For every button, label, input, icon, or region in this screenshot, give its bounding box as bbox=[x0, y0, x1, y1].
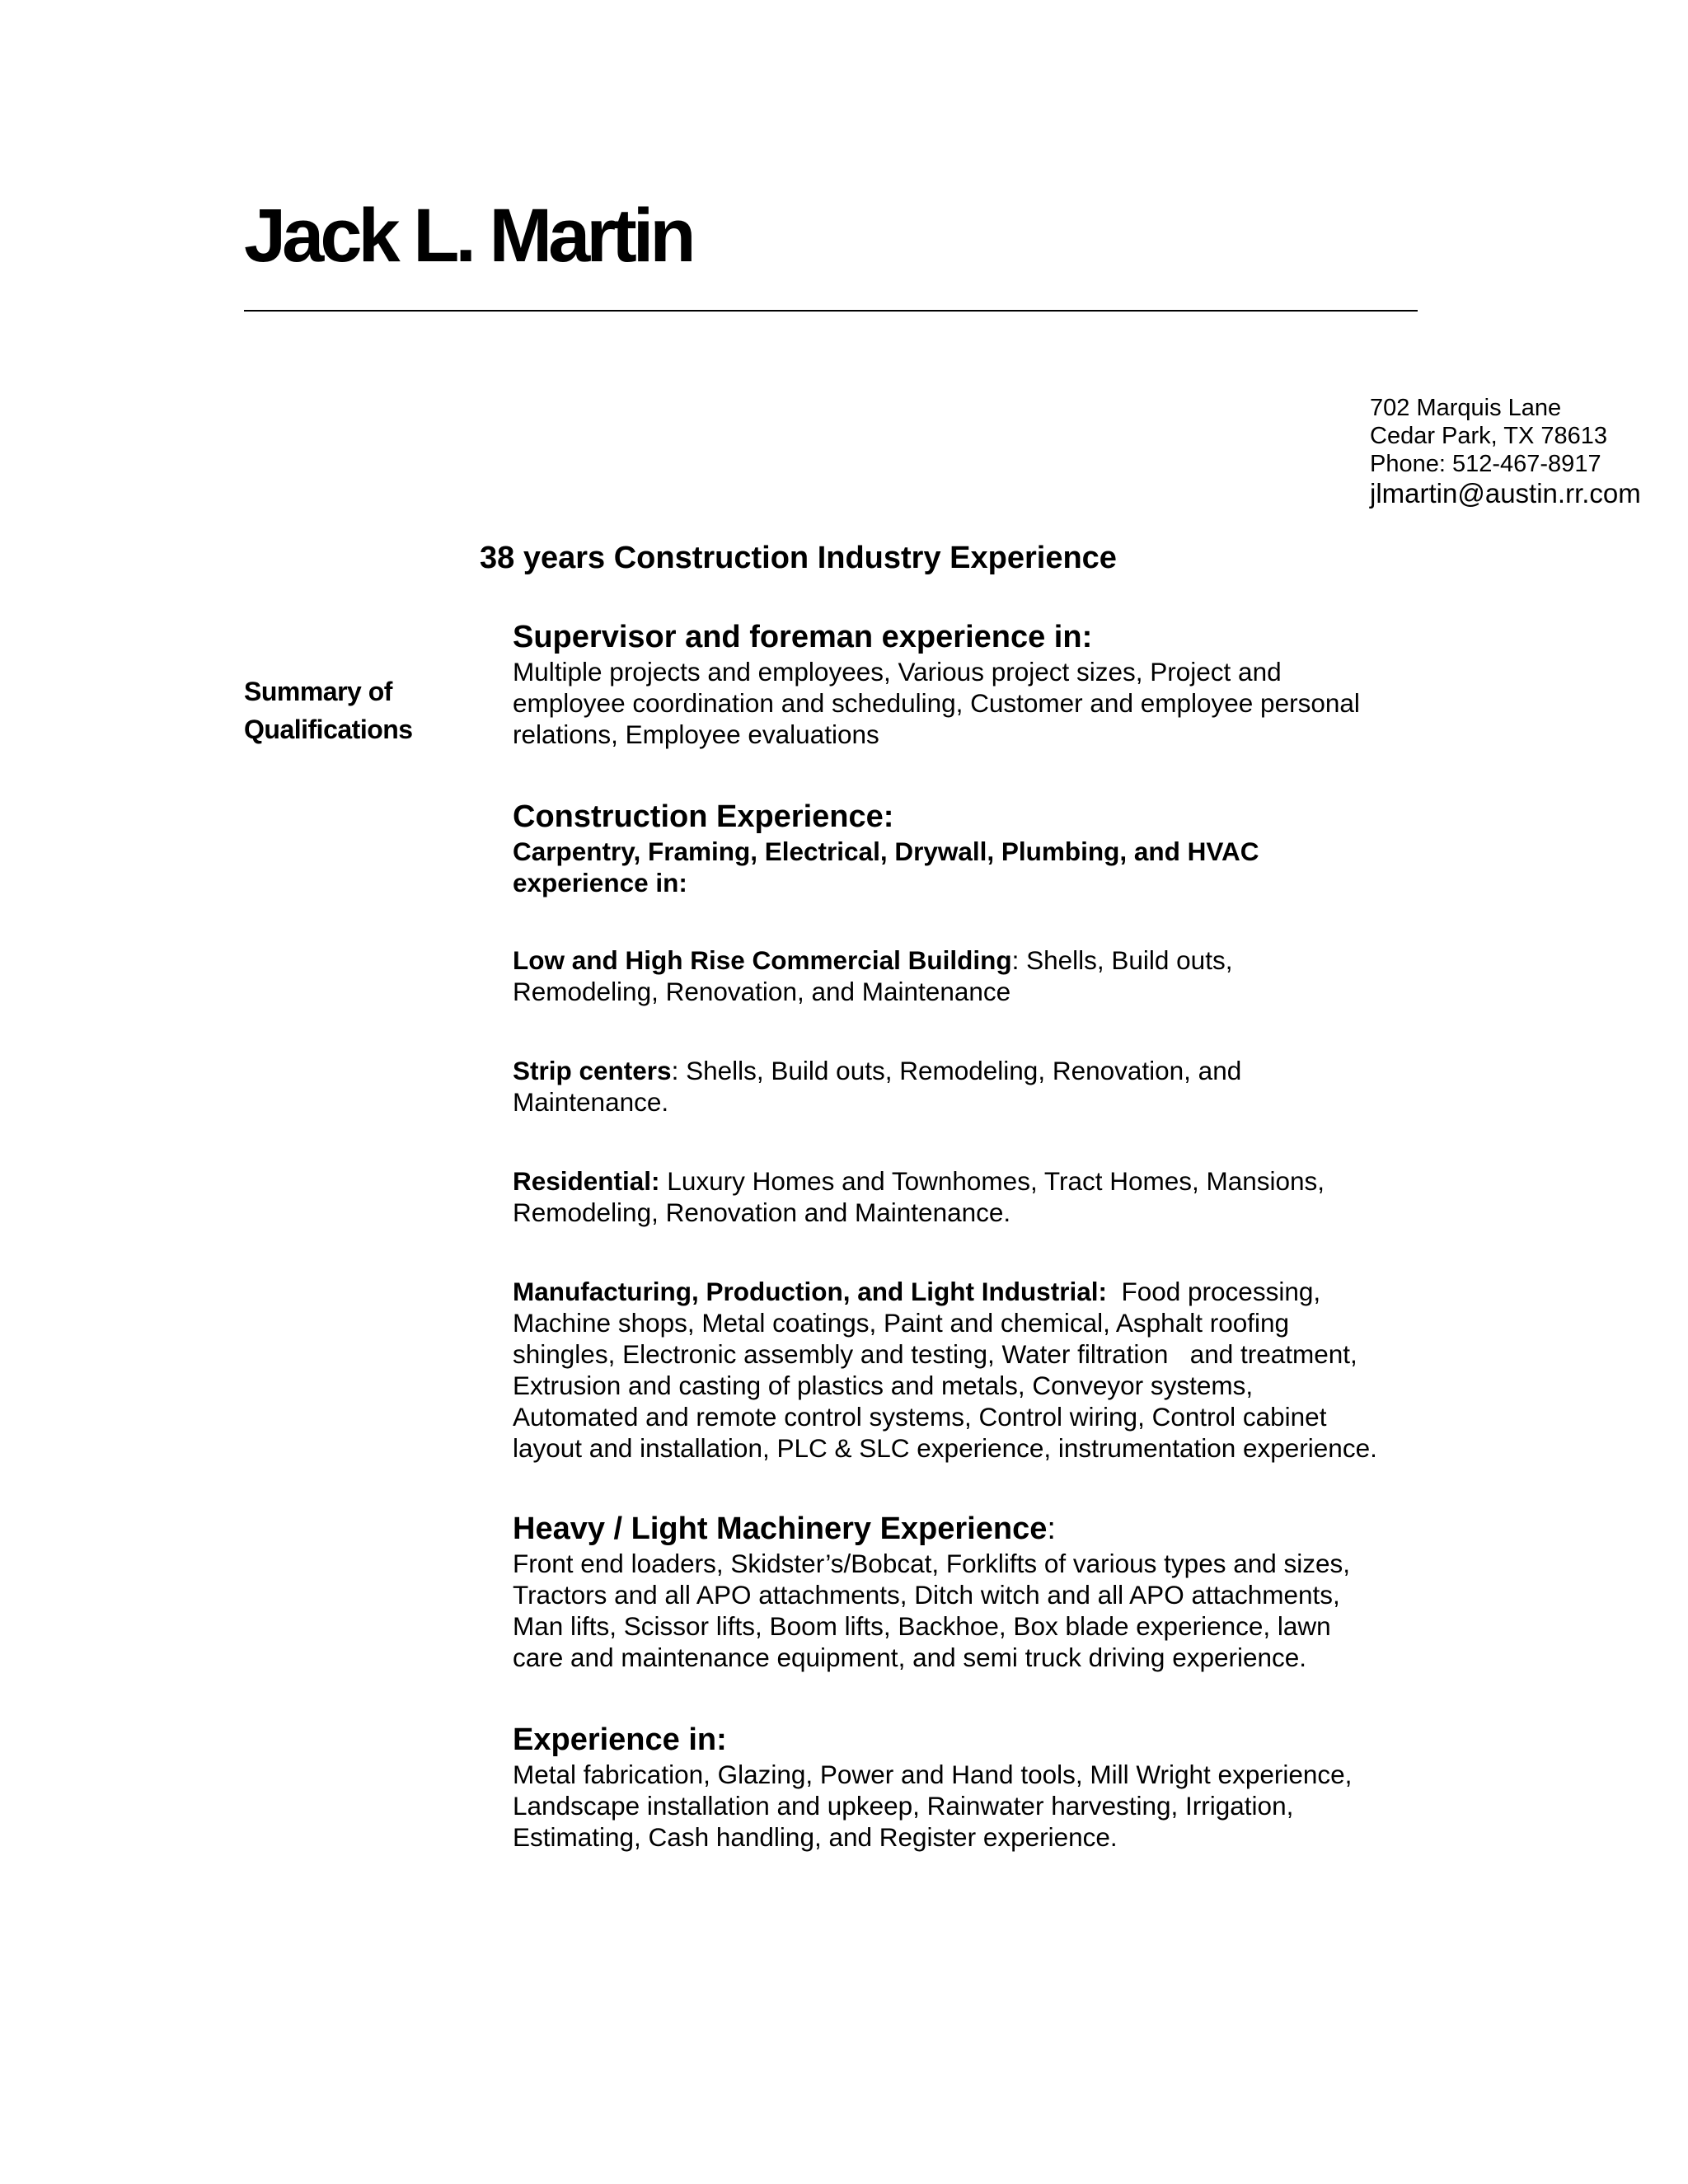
contact-email: jlmartin@austin.rr.com bbox=[1370, 478, 1641, 509]
qualifications-section bbox=[513, 618, 1378, 1853]
item-label: Residential: bbox=[513, 1166, 660, 1196]
side-label-line-2: Qualifications bbox=[244, 715, 413, 744]
item-label: Low and High Rise Commercial Building bbox=[513, 945, 1012, 975]
construction-item-manufacturing bbox=[513, 1276, 1378, 1464]
contact-phone: Phone: 512-467-8917 bbox=[1370, 451, 1601, 477]
summary-of-qualifications-label bbox=[244, 673, 413, 748]
machinery-heading bbox=[513, 1510, 1378, 1548]
item-text: : Shells, Build outs, Remodeling, Renovation, and Maintenance. bbox=[513, 1056, 1242, 1117]
item-label: Manufacturing, Production, and Light Industrial: bbox=[513, 1277, 1107, 1306]
other-experience-heading: Experience in: bbox=[513, 1722, 727, 1757]
item-text: Food processing, Machine shops, Metal coatings, Paint and chemical, Asphalt roofing shingles, Electronic assembly and testing, Water filtration and treatment, Extrusion and casting of plastics and metals, Conveyor systems, Automated and remote control systems, Control wiring, Control cabinet layout and installation, PLC & SLC experience, instrumentation experience. bbox=[513, 1277, 1377, 1463]
header-divider bbox=[244, 310, 1418, 312]
construction-subheading: Carpentry, Framing, Electrical, Drywall, Plumbing, and HVAC experience in: bbox=[513, 837, 1259, 898]
machinery-heading-text: Heavy / Light Machinery Experience bbox=[513, 1511, 1048, 1546]
construction-item-strip-centers bbox=[513, 1055, 1378, 1118]
other-experience-body: Metal fabrication, Glazing, Power and Hand tools, Mill Wright experience, Landscape installation and upkeep, Rainwater harvesting, Irrigation, Estimating, Cash handling, and Register experience. bbox=[513, 1760, 1353, 1852]
item-label: Strip centers bbox=[513, 1056, 672, 1085]
resume-name: Jack L. Martin bbox=[244, 194, 692, 278]
construction-item-commercial bbox=[513, 944, 1378, 1007]
side-label-line-1: Summary of bbox=[244, 677, 392, 706]
contact-city: Cedar Park, TX 78613 bbox=[1370, 423, 1608, 449]
item-text: Luxury Homes and Townhomes, Tract Homes, Mansions, Remodeling, Renovation and Maintenance. bbox=[513, 1166, 1325, 1227]
supervisor-heading: Supervisor and foreman experience in: bbox=[513, 620, 1093, 654]
machinery-heading-colon: : bbox=[1047, 1511, 1056, 1546]
contact-block bbox=[1370, 394, 1641, 509]
machinery-body: Front end loaders, Skidster’s/Bobcat, Forklifts of various types and sizes, Tractors and all APO attachments, Ditch witch and all APO attachments, Man lifts, Scissor lifts, Boom lifts, Backhoe, Box blade experience, lawn care and maintenance equipment, and semi truck driving experience. bbox=[513, 1549, 1351, 1672]
item-text: : Shells, Build outs, Remodeling, Renovation, and Maintenance bbox=[513, 945, 1233, 1006]
construction-item-residential bbox=[513, 1165, 1378, 1228]
construction-heading: Construction Experience: bbox=[513, 799, 894, 834]
contact-street: 702 Marquis Lane bbox=[1370, 395, 1562, 421]
experience-tagline: 38 years Construction Industry Experience bbox=[480, 541, 1117, 575]
supervisor-body: Multiple projects and employees, Various project sizes, Project and employee coordination and scheduling, Customer and employee personal relations, Employee evaluations bbox=[513, 657, 1360, 749]
